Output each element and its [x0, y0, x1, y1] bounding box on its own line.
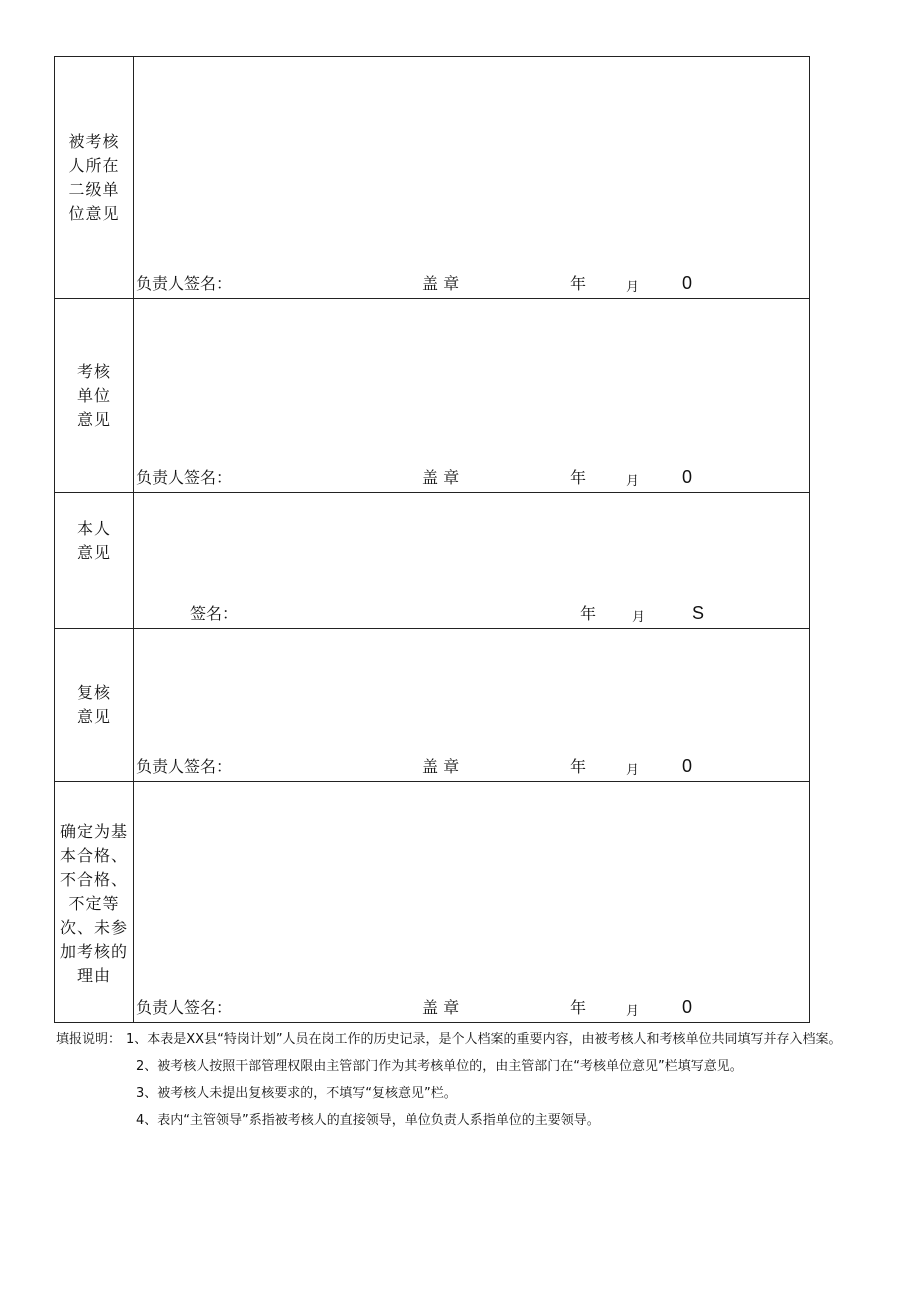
signer-label: 负责人签名：	[136, 468, 233, 487]
month-label: 月	[626, 1004, 640, 1019]
label-line: 理由	[76, 966, 111, 985]
day-label: 0	[682, 997, 693, 1017]
signer-label: 负责人签名：	[136, 274, 233, 293]
year-label: 年	[580, 604, 597, 623]
month-label: 月	[626, 474, 640, 489]
table-row	[55, 629, 810, 782]
row-label	[55, 57, 134, 299]
seal-label: 盖 章	[422, 757, 460, 776]
label-line: 人所在	[68, 155, 120, 175]
opinion-field[interactable]	[134, 57, 810, 299]
note-item: 1、本表是XX县“特岗计划”人员在岗工作的历史记录，是个人档案的重要内容，由被考核人和考核单位共同填写并存入档案。	[126, 1032, 842, 1047]
label-line: 意见	[76, 707, 111, 726]
opinion-field[interactable]	[134, 629, 810, 782]
label-line: 本合格、	[59, 846, 128, 865]
month-label: 月	[626, 280, 640, 295]
opinion-field[interactable]	[134, 299, 810, 493]
day-label: 0	[682, 756, 693, 776]
row-label	[55, 493, 134, 629]
label-line: 意见	[76, 409, 111, 429]
table-row	[55, 299, 810, 493]
day-label: 0	[682, 273, 693, 293]
note-item: 4、表内“主管领导”系指被考核人的直接领导，单位负责人系指单位的主要领导。	[136, 1113, 600, 1128]
row-label	[55, 299, 134, 493]
label-line: 本人	[76, 519, 111, 538]
notes-heading: 填报说明：	[56, 1032, 122, 1047]
note-item: 3、被考核人未提出复核要求的，不填写“复核意见”栏。	[136, 1086, 457, 1101]
signer-label: 签名：	[190, 604, 239, 623]
assessment-opinion-table	[54, 56, 810, 1023]
day-label: 0	[682, 467, 693, 487]
note-item: 2、被考核人按照干部管理权限由主管部门作为其考核单位的，由主管部门在“考核单位意见”栏填写意见。	[136, 1059, 743, 1074]
label-line: 意见	[76, 543, 111, 562]
table-row	[55, 57, 810, 299]
label-line: 单位	[76, 385, 111, 405]
year-label: 年	[570, 998, 587, 1017]
label-line: 加考核的	[59, 942, 128, 961]
seal-label: 盖 章	[422, 274, 460, 293]
row-label	[55, 782, 134, 1023]
table-row	[55, 493, 810, 629]
label-line: 确定为基	[59, 822, 128, 841]
label-line: 被考核	[68, 131, 120, 151]
opinion-field[interactable]	[134, 782, 810, 1023]
label-line: 复核	[76, 683, 111, 702]
signer-label: 负责人签名：	[136, 998, 233, 1017]
label-line: 不定等	[68, 894, 120, 913]
opinion-field[interactable]	[134, 493, 810, 629]
month-label: 月	[626, 763, 640, 778]
year-label: 年	[570, 757, 587, 776]
day-label: S	[692, 603, 705, 623]
signer-label: 负责人签名：	[136, 757, 233, 776]
table-row	[55, 782, 810, 1023]
row-label	[55, 629, 134, 782]
label-line: 位意见	[68, 203, 120, 223]
filling-instructions	[56, 1028, 868, 1132]
label-line: 考核	[76, 361, 111, 381]
seal-label: 盖 章	[422, 998, 460, 1017]
year-label: 年	[570, 468, 587, 487]
label-line: 二级单	[68, 179, 120, 199]
seal-label: 盖 章	[422, 468, 460, 487]
month-label: 月	[632, 610, 646, 625]
label-line: 不合格、	[59, 870, 128, 889]
label-line: 次、未参	[59, 918, 128, 937]
year-label: 年	[570, 274, 587, 293]
